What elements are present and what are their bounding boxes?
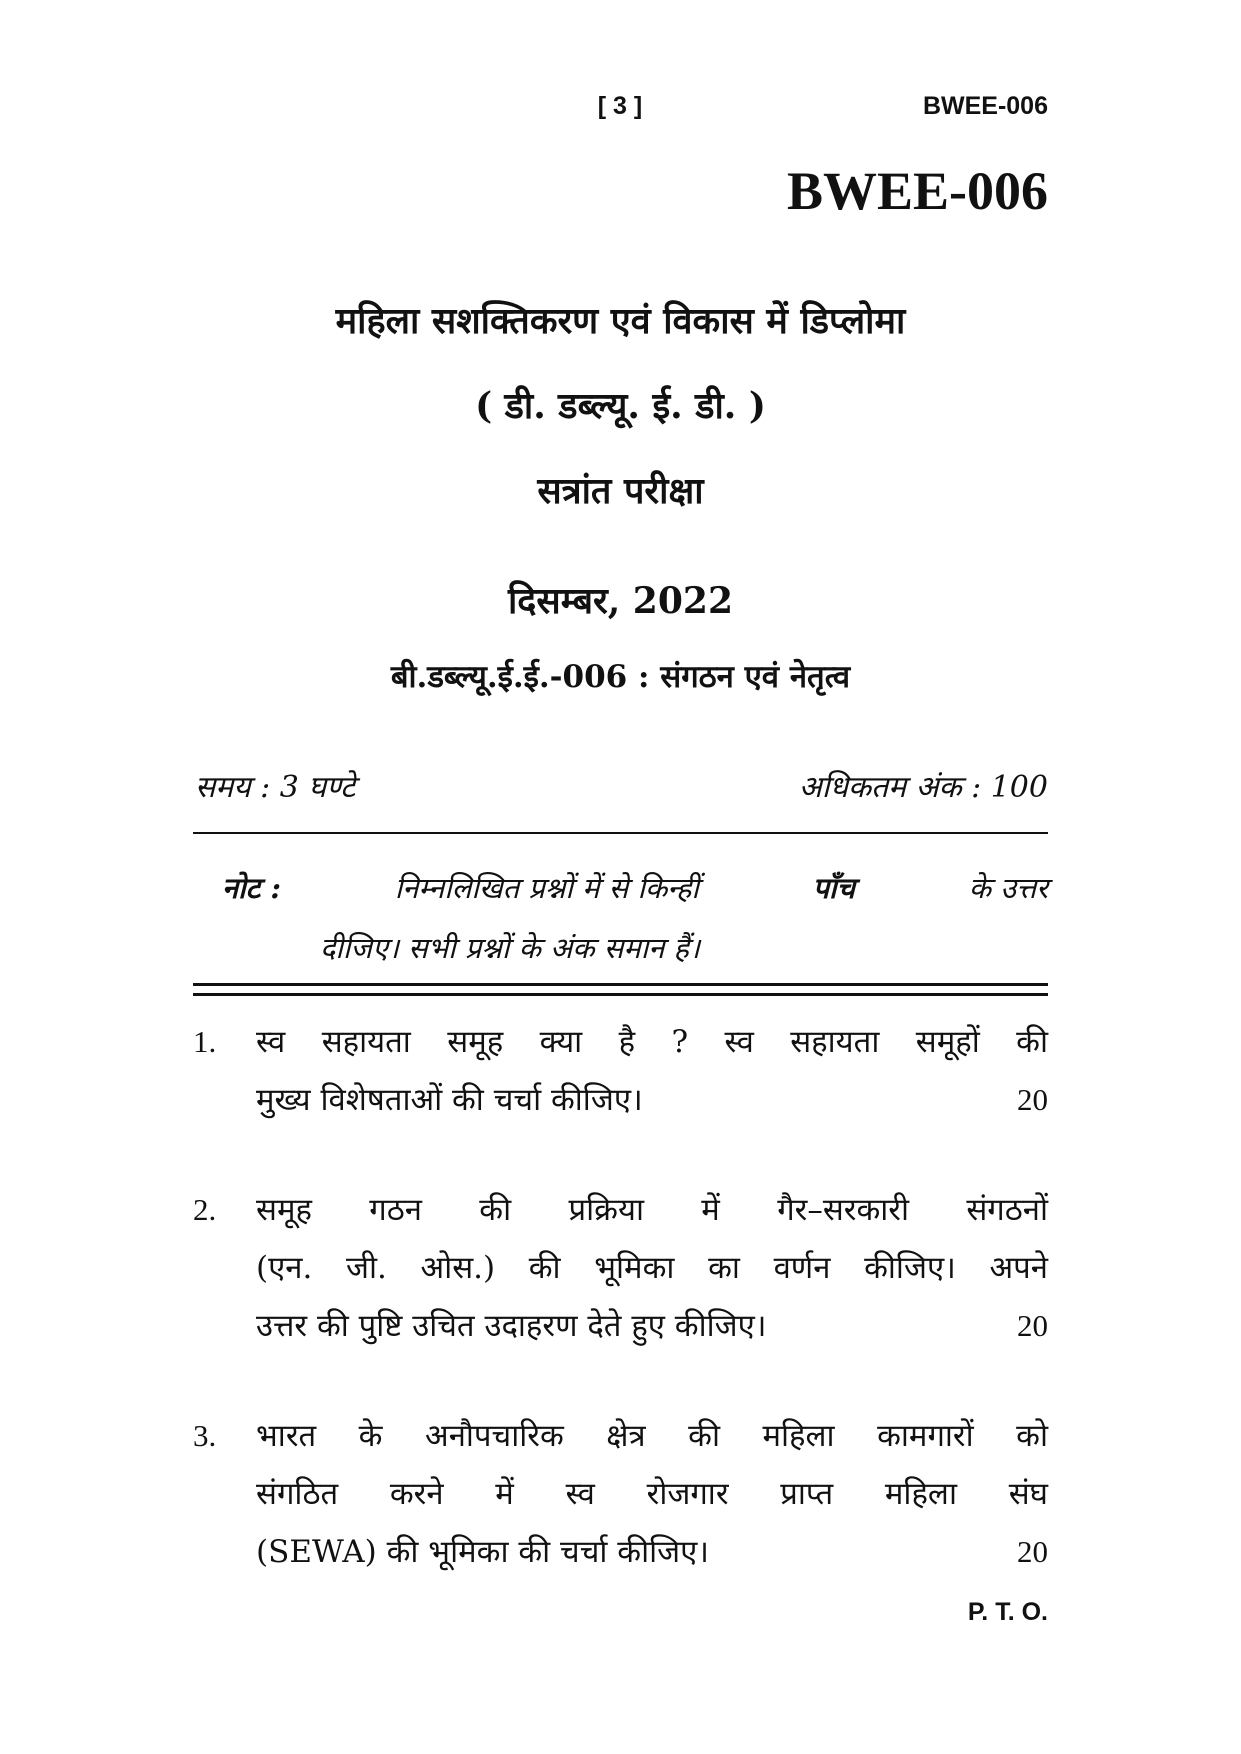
maximum-marks: अधिकतम अंक : 100 <box>798 770 1048 805</box>
question-number: 2. <box>193 1192 217 1227</box>
note-text-a: निम्नलिखित प्रश्नों में से किन्हीं <box>394 871 699 905</box>
time-allowed: समय : 3 घण्टे <box>195 770 356 805</box>
diploma-abbreviation: ( डी. डब्ल्यू. ई. डी. ) <box>475 385 766 427</box>
instructions-note <box>222 858 1048 978</box>
question-text-line: संगठित करने में स्व रोजगार प्राप्त महिला संघ <box>256 1476 1048 1512</box>
header-course-code: BWEE-006 <box>922 92 1048 120</box>
question-text-line: (एन. जी. ओस.) की भूमिका का वर्णन कीजिए। अपने <box>256 1250 1048 1286</box>
diploma-title: महिला सशक्तिकरण एवं विकास में डिप्लोमा <box>335 300 906 342</box>
note-emphasis: पाँच <box>812 871 855 905</box>
course-title: बी.डब्ल्यू.ई.ई.-006 : संगठन एवं नेतृत्व <box>390 659 851 695</box>
question-text-line: समूह गठन की प्रक्रिया में गैर–सरकारी संगठनों <box>256 1192 1048 1228</box>
question-2 <box>193 1181 1048 1355</box>
page-number: [ 3 ] <box>597 92 643 120</box>
question-1 <box>193 1013 1048 1129</box>
question-marks: 20 <box>1017 1308 1048 1343</box>
exam-name: सत्रांत परीक्षा <box>537 470 704 512</box>
question-text-line: स्व सहायता समूह क्या है ? स्व सहायता समूहों की <box>256 1024 1048 1060</box>
question-text-line: (SEWA) की भूमिका की चर्चा कीजिए। <box>256 1534 710 1570</box>
question-text-line: मुख्य विशेषताओं की चर्चा कीजिए। <box>256 1082 643 1118</box>
note-line-2: दीजिए। सभी प्रश्नों के अंक समान हैं। <box>320 931 700 965</box>
question-marks: 20 <box>1017 1082 1048 1117</box>
please-turn-over: P. T. O. <box>967 1598 1048 1626</box>
question-number: 1. <box>193 1024 217 1059</box>
question-marks: 20 <box>1017 1534 1048 1569</box>
question-text-line: उत्तर की पुष्टि उचित उदाहरण देते हुए कीजिए। <box>256 1308 767 1344</box>
question-3 <box>193 1407 1048 1581</box>
course-code: BWEE-006 <box>786 161 1048 221</box>
divider-line <box>193 832 1048 834</box>
note-text-b: के उत्तर <box>968 871 1048 905</box>
question-number: 3. <box>193 1418 217 1453</box>
note-label: नोट : <box>222 871 282 905</box>
question-text-line: भारत के अनौपचारिक क्षेत्र की महिला कामगारों को <box>256 1418 1048 1454</box>
double-divider <box>193 983 1048 996</box>
exam-date: दिसम्बर, 2022 <box>507 580 734 622</box>
